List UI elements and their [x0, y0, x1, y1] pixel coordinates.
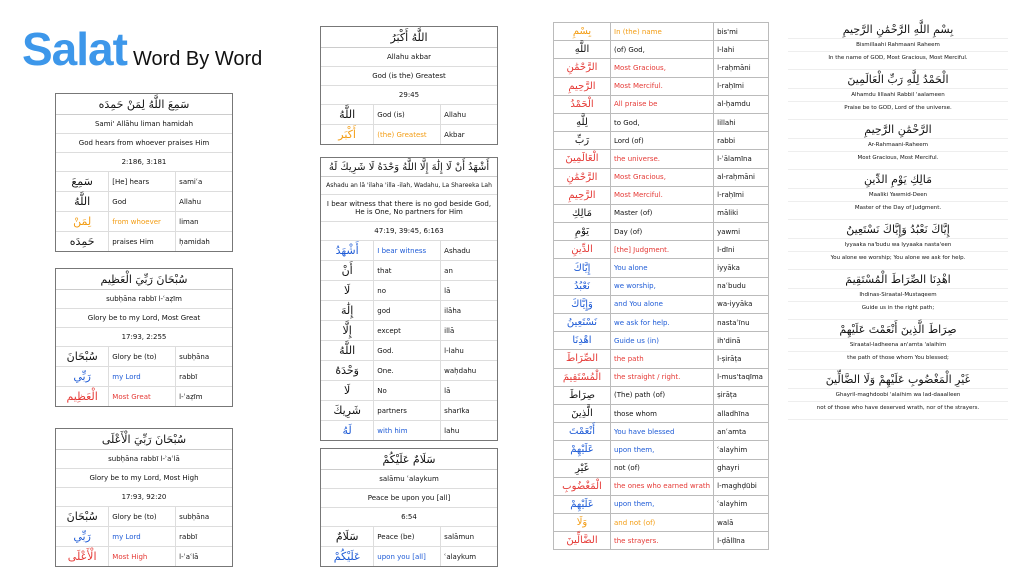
english-word: those whom — [611, 404, 714, 422]
word-row: اللَّهُ God Allahu — [56, 192, 232, 212]
fatiha-word-row — [554, 223, 769, 241]
english-word: Most Gracious, — [611, 59, 714, 77]
verse-arabic: اهْدِنَا الصِّرَاطَ الْمُسْتَقِيمَ — [788, 270, 1008, 289]
translit-word: māliki — [714, 204, 769, 222]
arabic-word: الرَّحْمَٰنِ — [554, 59, 611, 77]
verse-arabic: صِرَاطَ الَّذِينَ أَنْعَمْتَ عَلَيْهِمْ — [788, 320, 1008, 339]
english-word: to God, — [611, 113, 714, 131]
fatiha-word-row — [554, 277, 769, 295]
english-word: Most Merciful. — [611, 77, 714, 95]
translit-word: ih'dinā — [714, 332, 769, 350]
translit-word: l-ʿālamīna — [714, 150, 769, 168]
arabic-word: الرَّحِيمِ — [554, 186, 611, 204]
arabic-word: الضَّالِّينَ — [554, 532, 611, 550]
card-allahu-akbar — [320, 26, 498, 145]
translit-word: ʿalayhim — [714, 441, 769, 459]
fatiha-word-row — [554, 350, 769, 368]
card-english: I bear witness that there is no god beside God, He is One, No partners for Him — [321, 195, 497, 222]
word-row: حَمِدَه praises Him ḥamidah — [56, 232, 232, 252]
translit-word: lillahi — [714, 113, 769, 131]
translit-word: l-maghḍūbi — [714, 477, 769, 495]
arabic-word: غَيْرِ — [554, 459, 611, 477]
arabic-word: اللَّهِ — [554, 41, 611, 59]
arabic-word: الْمَغْضُوبِ — [554, 477, 611, 495]
card-translit: Ashadu an lā 'ilaha 'illa -ilah, Wadahu, La Shareeka Lah — [321, 177, 497, 195]
english-word: You have blessed — [611, 423, 714, 441]
card-ref: 29:45 — [398, 91, 420, 99]
card-arabic: سَمِعَ اللَّهُ لِمَنْ حَمِدَه — [56, 94, 232, 115]
arabic-word: لِلَّهِ — [554, 113, 611, 131]
translit-word: alladhīna — [714, 404, 769, 422]
arabic-word: الْمُسْتَقِيمَ — [554, 368, 611, 386]
verse-arabic: الْحَمْدُ لِلَّهِ رَبِّ الْعَالَمِينَ — [788, 70, 1008, 89]
fatiha-word-row — [554, 59, 769, 77]
english-word: Guide us (in) — [611, 332, 714, 350]
word-row: شَرِيكَ partners sharīka — [321, 401, 497, 421]
word-row: وَحْدَهُ One. waḥdahu — [321, 361, 497, 381]
card-translit: Allahu akbar — [321, 48, 497, 67]
verse-arabic: بِسْمِ اللَّهِ الرَّحْمَٰنِ الرَّحِيمِ — [788, 20, 1008, 39]
english-word: Lord (of) — [611, 132, 714, 150]
english-word: and not (of) — [611, 514, 714, 532]
arabic-word: الرَّحِيمِ — [554, 77, 611, 95]
english-word: All praise be — [611, 95, 714, 113]
english-word: we worship, — [611, 277, 714, 295]
arabic-word: الْعَالَمِينَ — [554, 150, 611, 168]
verse-english: In the name of GOD, Most Gracious, Most Merciful. — [828, 55, 968, 61]
card-arabic: سُبْحَانَ رَبِّيَ الْعَظِيم — [56, 269, 232, 290]
english-word: (The) path (of) — [611, 386, 714, 404]
card-translit: salāmu ʿalaykum — [321, 470, 497, 489]
word-row: أَكْبَر (the) Greatest Akbar — [321, 125, 497, 145]
english-word: we ask for help. — [611, 314, 714, 332]
verse-block — [788, 370, 1008, 420]
translit-word: l-mus'taqīma — [714, 368, 769, 386]
word-row: سُبْحَانَ Glory be (to) subḥāna — [56, 507, 232, 527]
word-row: عَلَيْكُمْ upon you [all] ʿalaykum — [321, 547, 497, 567]
arabic-word: عَلَيْهِمْ — [554, 495, 611, 513]
translit-word: l-dīni — [714, 241, 769, 259]
verse-translit: Maaliki Yawmid-Deen — [788, 189, 1008, 202]
card-ref: 6:54 — [401, 513, 417, 521]
verse-english: Guide us in the right path; — [861, 305, 935, 311]
fatiha-word-row — [554, 132, 769, 150]
arabic-word: وَإِيَّاكَ — [554, 295, 611, 313]
word-row: سَمِعَ [He] hears samiʿa — [56, 172, 232, 192]
arabic-word: بِسْمِ — [554, 23, 611, 41]
card-salam — [320, 448, 498, 567]
translit-word: yawmi — [714, 223, 769, 241]
card-ref: 17:93, 2:255 — [121, 333, 167, 341]
fatiha-word-row — [554, 241, 769, 259]
translit-word: al-raḥmāni — [714, 168, 769, 186]
translit-word: ʿalayhim — [714, 495, 769, 513]
english-word: [the] Judgment. — [611, 241, 714, 259]
fatiha-word-row — [554, 477, 769, 495]
fatiha-word-row — [554, 514, 769, 532]
verse-translit: Iyyaaka na'budu wa lyyaaka nasta'een — [788, 239, 1008, 252]
word-row: لَا No lā — [321, 381, 497, 401]
fatiha-verses — [788, 20, 1008, 420]
fatiha-word-row — [554, 113, 769, 131]
word-row: لِمَنْ from whoever liman — [56, 212, 232, 232]
fatiha-word-row — [554, 41, 769, 59]
verse-english: Master of the Day of Judgment. — [854, 205, 942, 211]
translit-word: wa-iyyāka — [714, 295, 769, 313]
card-arabic: سَلَامٌ عَلَيْكُمْ — [321, 449, 497, 470]
verse-english: the path of those whom You blessed; — [847, 355, 949, 361]
verse-arabic: غَيْرِ الْمَغْضُوبِ عَلَيْهِمْ وَلَا الضَّالِّينَ — [788, 370, 1008, 389]
fatiha-word-row — [554, 23, 769, 41]
card-subhana-ala — [55, 428, 233, 567]
verse-block — [788, 220, 1008, 270]
fatiha-word-row — [554, 95, 769, 113]
verse-block — [788, 270, 1008, 320]
fatiha-word-row — [554, 332, 769, 350]
arabic-word: يَوْمِ — [554, 223, 611, 241]
arabic-word: الدِّينِ — [554, 241, 611, 259]
word-row: اللَّهُ God. l-lahu — [321, 341, 497, 361]
word-row: الْأَعْلَى Most High l-ʾaʿlā — [56, 547, 232, 567]
translit-word: walā — [714, 514, 769, 532]
verse-block — [788, 120, 1008, 170]
fatiha-word-row — [554, 259, 769, 277]
card-english: God (is the) Greatest — [321, 67, 497, 86]
word-row: أَنْ that an — [321, 261, 497, 281]
card-translit: Sami' Allāhu liman hamidah — [56, 115, 232, 134]
arabic-word: الْحَمْدُ — [554, 95, 611, 113]
fatiha-word-row — [554, 495, 769, 513]
fatiha-word-row — [554, 368, 769, 386]
verse-translit: Ar-Rahmaani-Raheem — [788, 139, 1008, 152]
card-arabic: سُبْحَانَ رَبِّيَ الْأَعْلَى — [56, 429, 232, 450]
fatiha-word-row — [554, 314, 769, 332]
verse-block — [788, 20, 1008, 70]
verse-english: Most Gracious, Most Merciful. — [857, 155, 939, 161]
word-row: سَلَامٌ Peace (be) salāmun — [321, 527, 497, 547]
verse-block — [788, 320, 1008, 370]
verse-arabic: مَالِكِ يَوْمِ الدِّينِ — [788, 170, 1008, 189]
english-word: Most Gracious, — [611, 168, 714, 186]
word-row: لَا no lā — [321, 281, 497, 301]
verse-english: Praise be to GOD, Lord of the universe. — [844, 105, 952, 111]
fatiha-word-row — [554, 204, 769, 222]
translit-word: l-raḥīmi — [714, 186, 769, 204]
card-english: God hears from whoever praises Him — [56, 134, 232, 153]
arabic-word: مَالِكِ — [554, 204, 611, 222]
card-subhana-azim — [55, 268, 233, 407]
translit-word: al-ḥamdu — [714, 95, 769, 113]
arabic-word: إِيَّاكَ — [554, 259, 611, 277]
english-word: In (the) name — [611, 23, 714, 41]
word-row: الْعَظِيم Most Great l-ʿaẓīm — [56, 387, 232, 407]
translit-word: nastaʿīnu — [714, 314, 769, 332]
card-arabic: أَشْهَدُ أَنْ لَا إِلَٰهَ إِلَّا اللَّهُ وَحْدَهُ لَا شَرِيكَ لَهُ — [321, 158, 497, 177]
card-shahada — [320, 157, 498, 441]
verse-translit: Alhamdu lillaahi Rabbil 'aalameen — [788, 89, 1008, 102]
english-word: the path — [611, 350, 714, 368]
translit-word: l-raḥmāni — [714, 59, 769, 77]
translit-word: l-lahi — [714, 41, 769, 59]
translit-word: ṣirāṭa — [714, 386, 769, 404]
title-salat: Salat — [22, 23, 127, 75]
arabic-word: وَلَا — [554, 514, 611, 532]
word-row: رَبِّي my Lord rabbī — [56, 367, 232, 387]
translit-word: rabbi — [714, 132, 769, 150]
arabic-word: عَلَيْهِمْ — [554, 441, 611, 459]
word-row: إِلَّا except illā — [321, 321, 497, 341]
translit-word: l-ṣirāṭa — [714, 350, 769, 368]
fatiha-word-row — [554, 441, 769, 459]
card-translit: subḥāna rabbī l-ʿaẓīm — [56, 290, 232, 309]
translit-word: l-raḥīmi — [714, 77, 769, 95]
arabic-word: اهْدِنَا — [554, 332, 611, 350]
verse-block — [788, 170, 1008, 220]
card-ref: 2:186, 3:181 — [121, 158, 167, 166]
english-word: and You alone — [611, 295, 714, 313]
card-ref: 17:93, 92:20 — [121, 493, 167, 501]
word-row: سُبْحَانَ Glory be (to) subḥāna — [56, 347, 232, 367]
arabic-word: نَسْتَعِينُ — [554, 314, 611, 332]
verse-arabic: إِيَّاكَ نَعْبُدُ وَإِيَّاكَ نَسْتَعِينُ — [788, 220, 1008, 239]
fatiha-word-row — [554, 459, 769, 477]
english-word: Master (of) — [611, 204, 714, 222]
arabic-word: أَنْعَمْتَ — [554, 423, 611, 441]
fatiha-word-row — [554, 168, 769, 186]
english-word: You alone — [611, 259, 714, 277]
fatiha-word-row — [554, 404, 769, 422]
translit-word: ghayri — [714, 459, 769, 477]
card-english: Glory be to my Lord, Most High — [56, 469, 232, 488]
translit-word: bis'mi — [714, 23, 769, 41]
english-word: upon them, — [611, 441, 714, 459]
verse-translit: Ghayril-maghdoobi 'alaihim wa lad-daaalleen — [788, 389, 1008, 402]
translit-word: naʿbudu — [714, 277, 769, 295]
english-word: (of) God, — [611, 41, 714, 59]
page-title — [22, 22, 262, 76]
verse-english: You alone we worship; You alone we ask for help. — [830, 255, 966, 261]
english-word: the universe. — [611, 150, 714, 168]
card-translit: subḥāna rabbī l-ʾaʿlā — [56, 450, 232, 469]
arabic-word: الرَّحْمَٰنِ — [554, 168, 611, 186]
fatiha-word-row — [554, 77, 769, 95]
fatiha-word-row — [554, 532, 769, 550]
card-english: Peace be upon you [all] — [321, 489, 497, 508]
card-sami-allahu — [55, 93, 233, 252]
english-word: the ones who earned wrath — [611, 477, 714, 495]
arabic-word: رَبِّ — [554, 132, 611, 150]
word-row: اللَّهُ God (is) Allahu — [321, 105, 497, 125]
fatiha-word-row — [554, 386, 769, 404]
english-word: Day (of) — [611, 223, 714, 241]
translit-word: iyyāka — [714, 259, 769, 277]
arabic-word: صِرَاطَ — [554, 386, 611, 404]
fatiha-word-row — [554, 186, 769, 204]
fatiha-word-table — [553, 22, 769, 550]
verse-english: not of those who have deserved wrath, nor of the strayers. — [816, 405, 980, 411]
verse-block — [788, 70, 1008, 120]
card-arabic: اللَّهُ أَكْبَرُ — [321, 27, 497, 48]
arabic-word: الَّذِينَ — [554, 404, 611, 422]
english-word: the strayers. — [611, 532, 714, 550]
card-english: Glory be to my Lord, Most Great — [56, 309, 232, 328]
english-word: Most Merciful. — [611, 186, 714, 204]
verse-translit: Bismillaahi Rahmaani Raheem — [788, 39, 1008, 52]
word-row: لَهُ with him lahu — [321, 421, 497, 441]
arabic-word: الصِّرَاطَ — [554, 350, 611, 368]
english-word: upon them, — [611, 495, 714, 513]
word-row: أَشْهَدُ I bear witness Ashadu — [321, 241, 497, 261]
verse-translit: Siraatal-ladheena an'amta 'alaihim — [788, 339, 1008, 352]
english-word: not (of) — [611, 459, 714, 477]
card-ref: 47:19, 39:45, 6:163 — [374, 227, 444, 235]
translit-word: l-ḍāllīna — [714, 532, 769, 550]
verse-translit: Ihdinas-Siraatal-Mustaqeem — [788, 289, 1008, 302]
title-subtitle: Word By Word — [132, 48, 263, 70]
arabic-word: نَعْبُدُ — [554, 277, 611, 295]
translit-word: anʿamta — [714, 423, 769, 441]
english-word: the straight / right. — [611, 368, 714, 386]
fatiha-word-row — [554, 423, 769, 441]
fatiha-word-row — [554, 150, 769, 168]
word-row: رَبِّي my Lord rabbī — [56, 527, 232, 547]
fatiha-word-row — [554, 295, 769, 313]
verse-arabic: الرَّحْمَٰنِ الرَّحِيمِ — [788, 120, 1008, 139]
word-row: إِلَٰهَ god ilāha — [321, 301, 497, 321]
